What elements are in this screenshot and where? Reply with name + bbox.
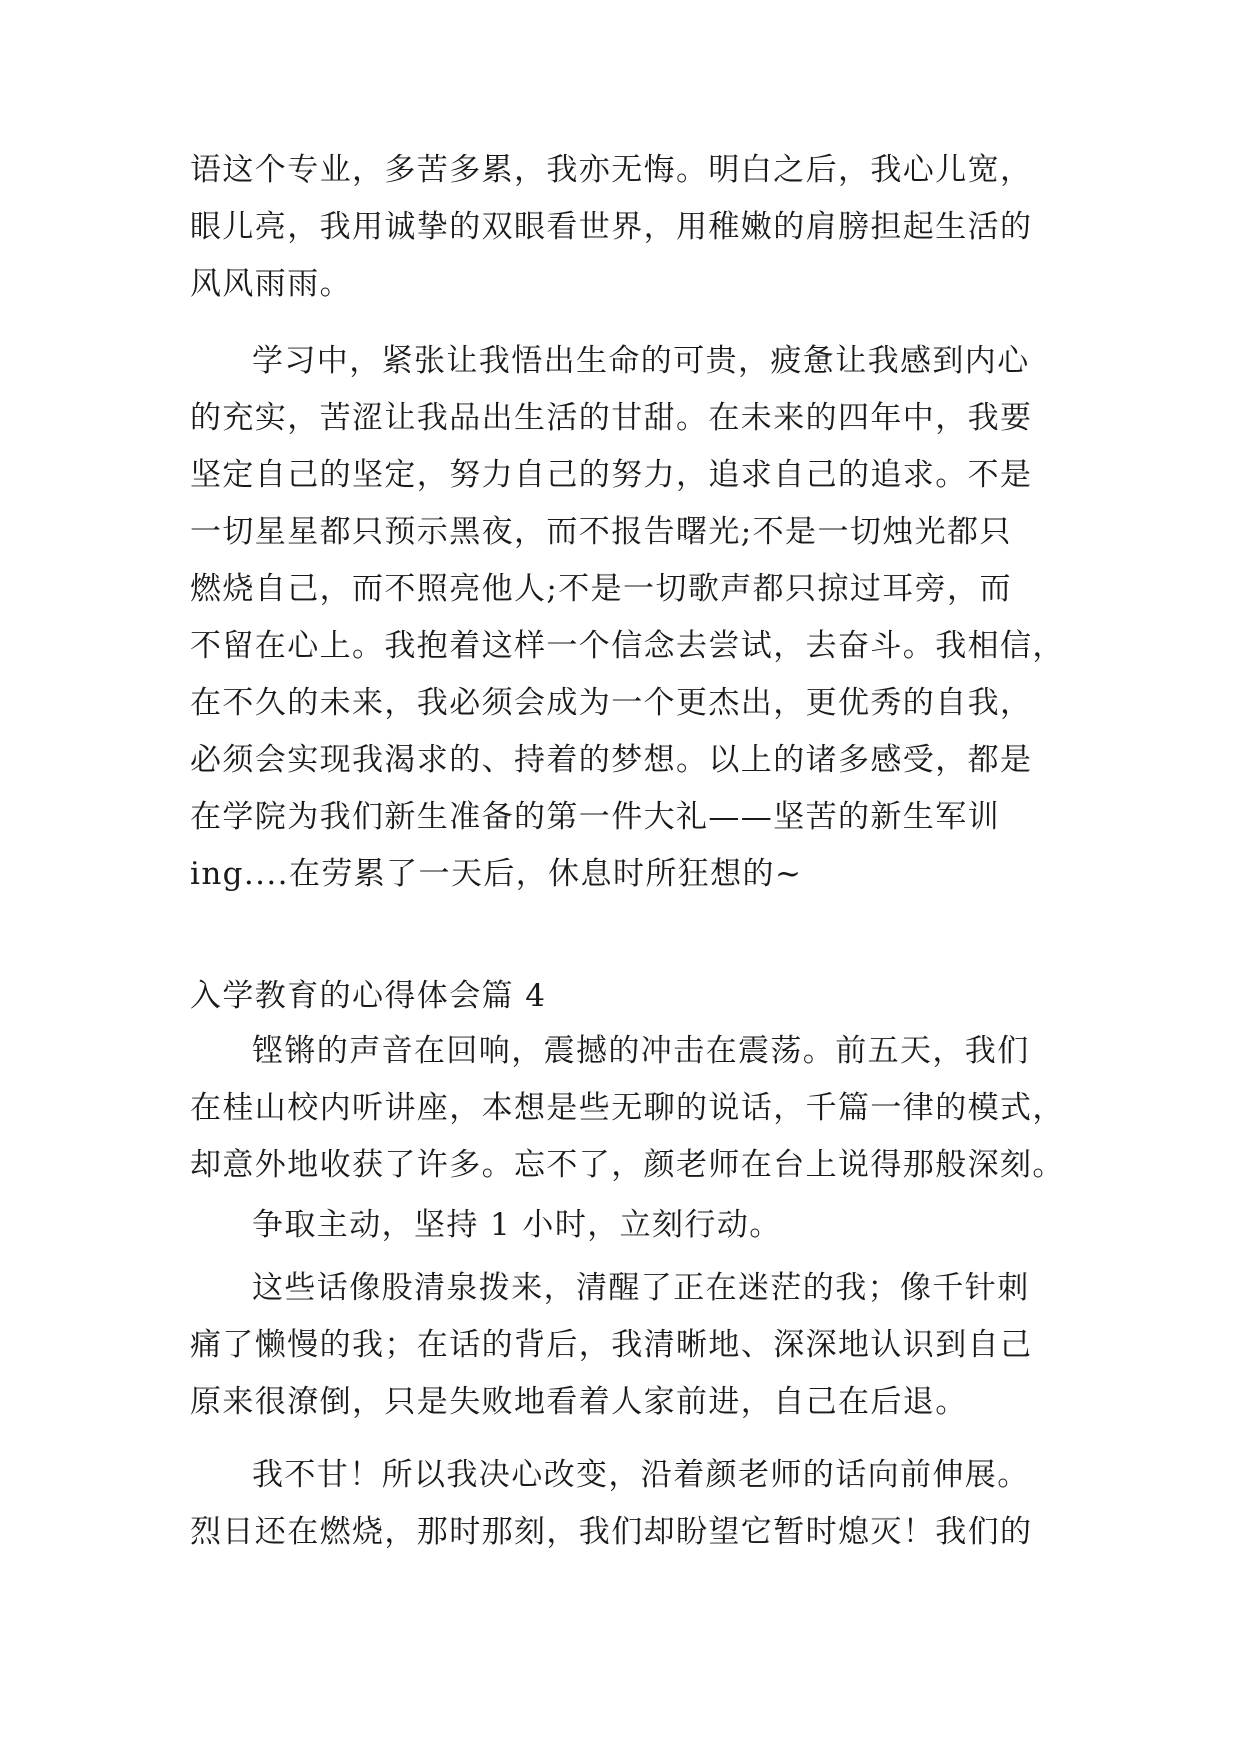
text-line: 铿锵的声音在回响，震撼的冲击在震荡。前五天，我们 xyxy=(252,1033,1030,1069)
text-line: 学习中，紧张让我悟出生命的可贵，疲惫让我感到内心 xyxy=(252,343,1030,379)
text-line: 原来很潦倒，只是失败地看着人家前进，自己在后退。 xyxy=(190,1384,968,1420)
text-line: 一切星星都只预示黑夜，而不报告曙光;不是一切烛光都只 xyxy=(190,514,1012,550)
text-line: 在学院为我们新生准备的第一件大礼——坚苦的新生军训 xyxy=(190,799,1000,835)
text-line: 不留在心上。我抱着这样一个信念去尝试，去奋斗。我相信， xyxy=(190,628,1065,664)
text-line: 争取主动，坚持 1 小时，立刻行动。 xyxy=(252,1207,782,1243)
text-line: 风风雨雨。 xyxy=(190,266,352,302)
text-line: 语这个专业，多苦多累，我亦无悔。明白之后，我心儿宽， xyxy=(190,152,1033,188)
text-line: 的充实，苦涩让我品出生活的甘甜。在未来的四年中，我要 xyxy=(190,400,1033,436)
text-line: 却意外地收获了许多。忘不了，颜老师在台上说得那般深刻。 xyxy=(190,1147,1065,1183)
text-line: 这些话像股清泉拨来，清醒了正在迷茫的我；像千针刺 xyxy=(252,1270,1030,1306)
text-line: 烈日还在燃烧，那时那刻，我们却盼望它暂时熄灭！我们的 xyxy=(190,1514,1033,1550)
text-line: 必须会实现我渴求的、持着的梦想。以上的诸多感受，都是 xyxy=(190,742,1033,778)
text-line: 在桂山校内听讲座，本想是些无聊的说话，千篇一律的模式， xyxy=(190,1090,1065,1126)
text-line: ing....在劳累了一天后，休息时所狂想的~ xyxy=(190,856,803,892)
text-line: 在不久的未来，我必须会成为一个更杰出，更优秀的自我， xyxy=(190,685,1033,721)
text-line: 坚定自己的坚定，努力自己的努力，追求自己的追求。不是 xyxy=(190,457,1033,493)
text-line: 我不甘！所以我决心改变，沿着颜老师的话向前伸展。 xyxy=(252,1457,1030,1493)
text-line: 燃烧自己，而不照亮他人;不是一切歌声都只掠过耳旁，而 xyxy=(190,571,1012,607)
text-line: 眼儿亮，我用诚挚的双眼看世界，用稚嫩的肩膀担起生活的 xyxy=(190,209,1033,245)
text-line: 痛了懒慢的我；在话的背后，我清晰地、深深地认识到自己 xyxy=(190,1327,1033,1363)
section-heading: 入学教育的心得体会篇 4 xyxy=(190,978,547,1014)
